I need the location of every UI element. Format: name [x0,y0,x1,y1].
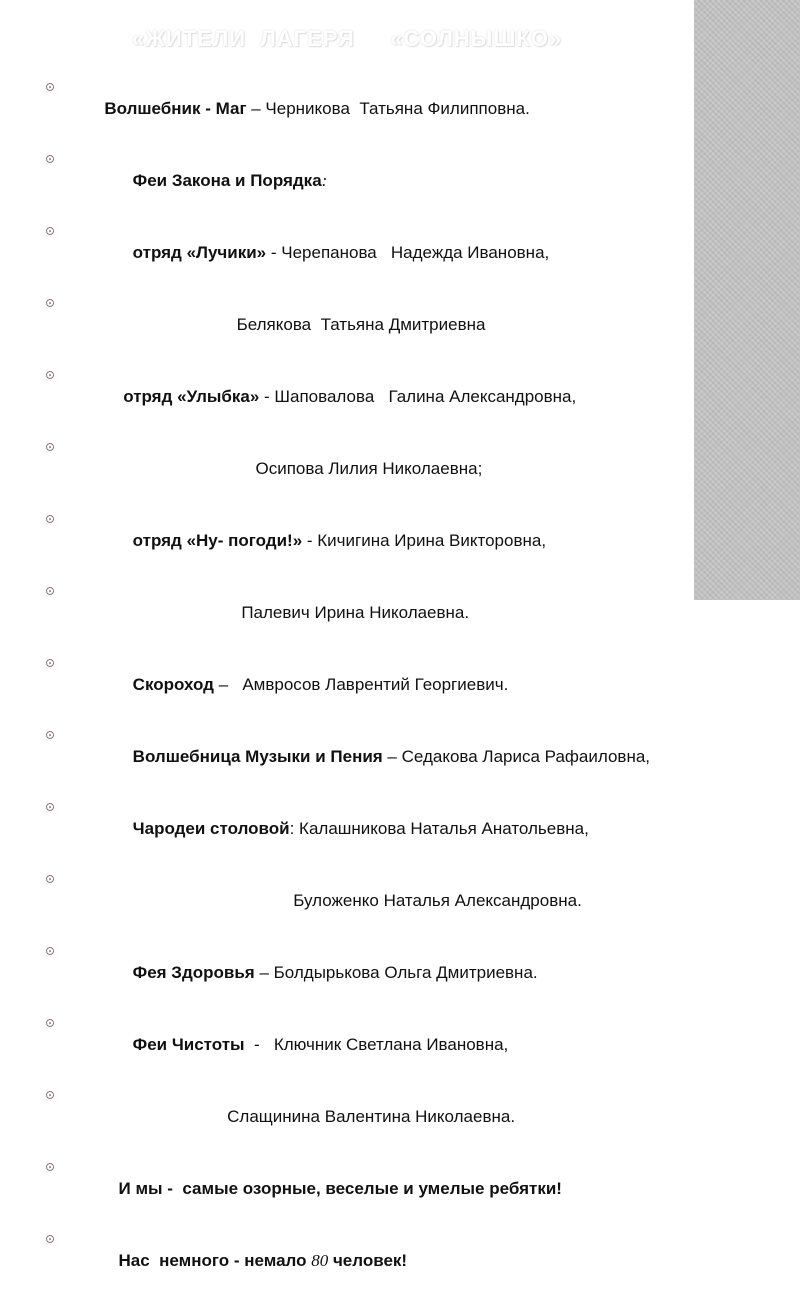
role-label: отряд «Ну- погоди!» [104,531,303,550]
list-item [46,1012,686,1078]
bullet-icon [46,1019,54,1027]
person-names: – Черникова Татьяна Филипповна. [246,99,530,118]
residents-list [46,76,686,1294]
role-label: Фея Здоровья [104,963,255,982]
bullet-icon [46,1091,54,1099]
count-number: 80 [311,1251,329,1270]
bullet-icon [46,659,54,667]
list-item [46,1156,686,1222]
role-label: Волшебник - Маг [104,99,247,118]
person-names: - Ключник Светлана Ивановна, [244,1035,509,1054]
list-item [46,508,686,574]
role-label: отряд «Улыбка» [104,387,260,406]
list-item [46,580,686,646]
role-label: Феи Чистоты [104,1035,245,1054]
list-item [46,436,686,502]
closing-line: И мы - самые озорные, веселые и умелые ребятки! [104,1179,562,1198]
person-names: – Амвросов Лаврентий Георгиевич. [213,675,509,694]
list-item [46,1084,686,1150]
person-names: - Черепанова Надежда Ивановна, [266,243,550,262]
list-item [46,76,686,142]
person-names: Слащинина Валентина Николаевна. [104,1107,516,1126]
bullet-icon [46,1163,54,1171]
list-item [46,652,686,718]
bullet-icon [46,515,54,523]
bullet-icon [46,731,54,739]
list-item [46,940,686,1006]
list-item [46,724,686,790]
bullet-icon [46,155,54,163]
list-item [46,1228,686,1294]
bullet-icon [46,947,54,955]
closing-line-end: человек! [328,1251,408,1270]
role-label: Волшебница Музыки и Пения [104,747,383,766]
closing-line: Нас немного - немало [104,1251,312,1270]
list-item [46,364,686,430]
person-names: – Болдырькова Ольга Дмитриевна. [254,963,538,982]
bullet-icon [46,371,54,379]
role-label: отряд «Лучики» [104,243,267,262]
bullet-icon [46,1235,54,1243]
person-names: Палевич Ирина Николаевна. [104,603,470,622]
person-names: - Кичигина Ирина Викторовна, [302,531,547,550]
list-item [46,796,686,862]
person-names: Белякова Татьяна Дмитриевна [104,315,486,334]
list-item [46,868,686,934]
list-item [46,292,686,358]
bullet-icon [46,875,54,883]
role-label: Чародеи столовой [104,819,290,838]
slide-title: «ЖИТЕЛИ ЛАГЕРЯ «СОЛНЫШКО» [131,26,563,51]
list-item [46,220,686,286]
bullet-icon [46,587,54,595]
decorative-side-strip [694,0,800,600]
bullet-icon [46,443,54,451]
person-names: – Седакова Лариса Рафаиловна, [382,747,651,766]
person-names: Буложенко Наталья Александровна. [104,891,582,910]
list-item [46,148,686,214]
person-names: : [321,171,328,190]
bullet-icon [46,83,54,91]
bullet-icon [46,227,54,235]
bullet-icon [46,299,54,307]
role-label: Скороход [104,675,214,694]
person-names: - Шаповалова Галина Александровна, [259,387,577,406]
person-names: Осипова Лилия Николаевна; [104,459,483,478]
role-label: Феи Закона и Порядка [104,171,322,190]
person-names: : Калашникова Наталья Анатольевна, [289,819,589,838]
bullet-icon [46,803,54,811]
